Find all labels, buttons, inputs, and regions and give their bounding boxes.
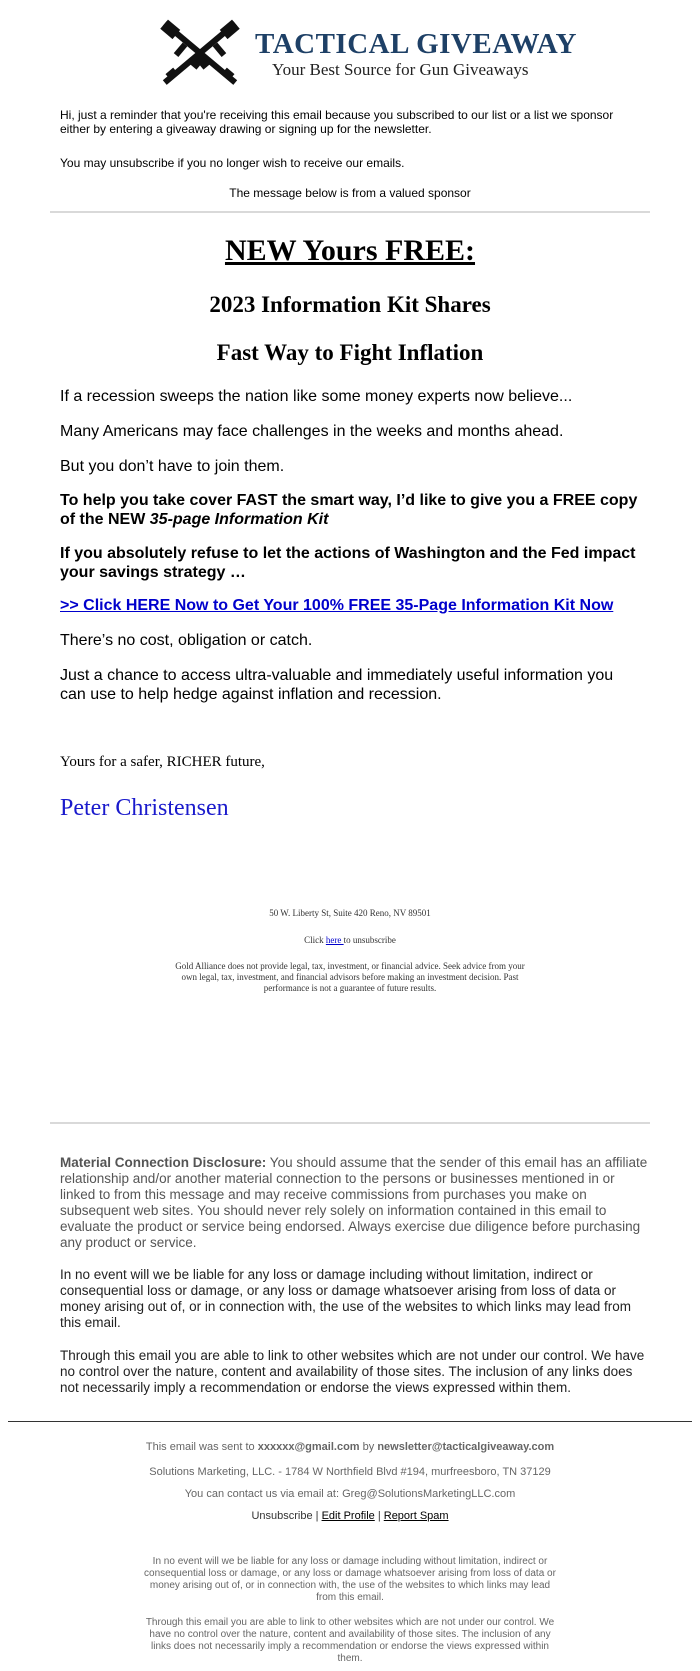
unsubscribe-text[interactable]: Unsubscribe: [251, 1510, 313, 1522]
disclosure-label: Material Connection Disclosure:: [60, 1155, 267, 1170]
contact-line: You can contact us via email at: Greg@SolutionsMarketingLLC.com: [184, 1488, 516, 1500]
ad-paragraph-4-emphasis: 35-page Information Kit: [149, 511, 329, 528]
ad-paragraph-7: Just a chance to access ultra-valuable and immediately useful information you can use to help hedge against inflation and recession.: [60, 667, 614, 703]
sent-to-line: [50, 1441, 650, 1453]
divider: [50, 211, 650, 213]
footer-links: [50, 1510, 650, 1522]
brand-logo: [150, 8, 577, 100]
footer-links-disclaimer: Through this email you are able to link to other websites which are not under our control. We have no control over the nature, content and availability of those sites. The inclusion of any links does not necessarily imply a recommendation or endorse the views expressed within them.: [145, 1617, 555, 1664]
recipient-email: xxxxxx@gmail.com: [257, 1441, 360, 1453]
cta-link[interactable]: >> Click HERE Now to Get Your 100% FREE 35-Page Information Kit Now: [60, 597, 614, 614]
ad-headline: NEW Yours FREE:: [224, 234, 476, 267]
ad-paragraph-5: If you absolutely refuse to let the actions of Washington and the Fed impact your savings strategy …: [60, 545, 636, 581]
company-address: Solutions Marketing, LLC. - 1784 W Northfield Blvd #194, murfreesboro, TN 37129: [149, 1466, 551, 1478]
ad-paragraph-4-text: To help you take cover FAST the smart way, I’d like to give you a FREE copy of the NEW: [60, 492, 638, 528]
link-separator: |: [374, 1510, 384, 1522]
ad-paragraph-2: Many Americans may face challenges in the weeks and months ahead.: [60, 423, 564, 440]
divider: [50, 1122, 650, 1124]
report-spam-link[interactable]: Report Spam: [383, 1510, 449, 1522]
signoff: Yours for a safer, RICHER future,: [60, 754, 265, 770]
disclosure-text: You should assume that the sender of this email has an affiliate relationship and/or another material connection to the persons or businesses mentioned in or linked to from this message and may receive commissions from purchases you make on subsequent web sites. You should never rely solely on information contained in this email to evaluate the product or service being endorsed. Always exercise due diligence before purchasing any product or service.: [60, 1155, 648, 1250]
ad-subhead-2: Fast Way to Fight Inflation: [216, 340, 484, 365]
footer-divider: [8, 1421, 692, 1422]
ad-paragraph-3: But you don’t have to join them.: [60, 458, 285, 475]
brand-title: TACTICAL GIVEAWAY: [255, 28, 577, 60]
sender-email: newsletter@tacticalgiveaway.com: [377, 1441, 555, 1453]
ad-paragraph-6: There’s no cost, obligation or catch.: [60, 632, 313, 649]
sponsor-unsubscribe: [150, 935, 550, 945]
links-disclaimer: Through this email you are able to link to other websites which are not under our control. We have no control over the nature, content and availability of those sites. The inclusion of any links does not necessarily imply a recommendation or endorse the views expressed within them.: [60, 1348, 645, 1395]
material-disclosure: [60, 1155, 650, 1251]
sponsor-note: The message below is from a valued sponsor: [229, 186, 471, 200]
sent-prefix: This email was sent to: [145, 1441, 258, 1453]
unsubscribe-note: You may unsubscribe if you no longer wish to receive our emails.: [60, 156, 405, 170]
sent-by: by: [359, 1441, 378, 1453]
crossed-rifles-icon: [150, 8, 250, 98]
signature: Peter Christensen: [60, 795, 229, 821]
ad-subhead-1: 2023 Information Kit Shares: [209, 292, 491, 317]
sponsor-unsub-prefix: Click: [304, 935, 326, 945]
sponsor-disclaimer: Gold Alliance does not provide legal, tax, investment, or financial advice. Seek advice from your own legal, tax, investment, and financial advisors before making an investment decision. Past performance is not a guarantee of future results.: [175, 961, 525, 993]
footer-liability: In no event will we be liable for any loss or damage including without limitation, indirect or consequential loss or damage, or any loss or damage whatsoever arising from loss of data or money arising out of, or in connection with, the use of the websites to which links may lead from this email.: [144, 1556, 556, 1603]
ad-paragraph-1: If a recession sweeps the nation like some money experts now believe...: [60, 388, 573, 405]
edit-profile-link[interactable]: Edit Profile: [321, 1510, 375, 1522]
brand-subtitle: Your Best Source for Gun Giveaways: [272, 60, 529, 79]
ad-paragraph-4: [60, 491, 650, 529]
subscription-reminder: Hi, just a reminder that you're receiving this email because you subscribed to our list or a list we sponsor either by entering a giveaway drawing or signing up for the newsletter.: [60, 108, 614, 136]
liability-disclaimer: In no event will we be liable for any loss or damage including without limitation, indirect or consequential loss or damage, or any loss or damage whatsoever arising from loss of data or money arising out of, or in connection with, the use of the websites to which links may lead from this email.: [60, 1267, 632, 1330]
link-separator: |: [312, 1510, 322, 1522]
sponsor-address: 50 W. Liberty St, Suite 420 Reno, NV 89501: [269, 908, 431, 918]
sponsor-unsub-suffix: to unsubscribe: [343, 935, 396, 945]
sponsor-unsub-link[interactable]: here: [325, 935, 344, 945]
